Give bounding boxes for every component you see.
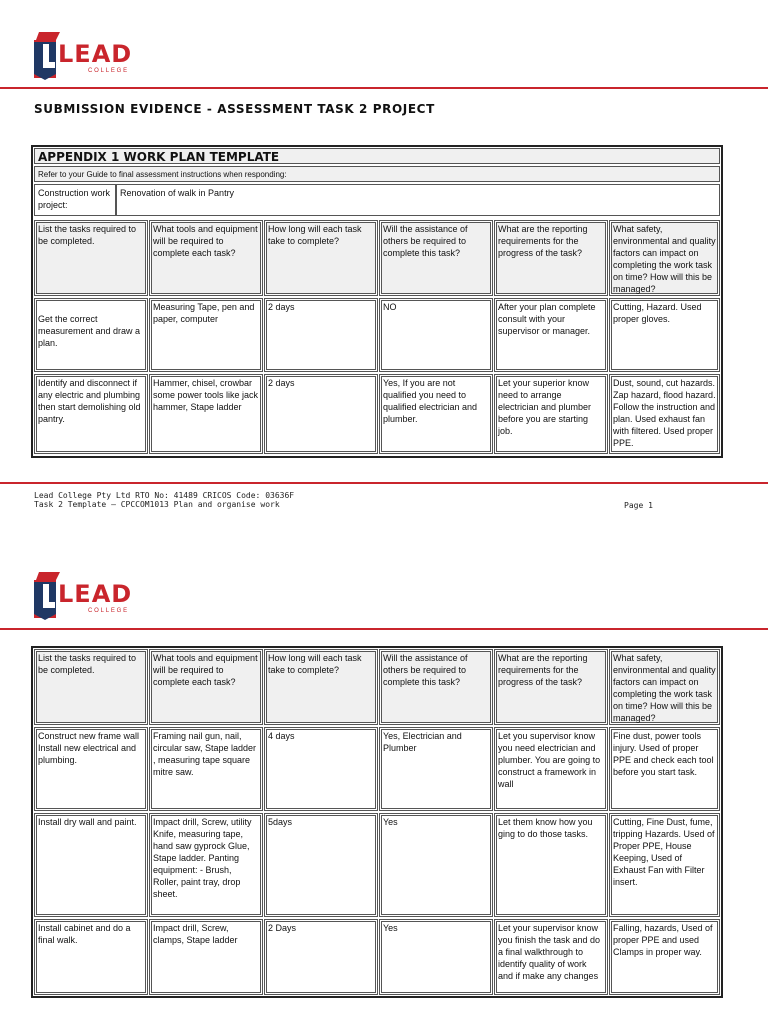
table-cell — [34, 298, 148, 372]
assistance-text: Yes — [383, 817, 398, 827]
col-header-tools — [149, 649, 263, 725]
table-cell — [494, 813, 608, 917]
tools-text: Impact drill, Screw, clamps, Stape ladder — [153, 923, 238, 945]
col-header-duration-text: How long will each task take to complete? — [268, 653, 362, 675]
appendix-heading-text: APPENDIX 1 WORK PLAN TEMPLATE — [38, 150, 280, 164]
safety-text: Cutting, Fine Dust, fume, tripping Hazards. Used of Proper PPE, House Keeping, Used of Exhaust Fan with Filter insert. — [613, 817, 715, 887]
col-header-tools-text: What tools and equipment will be required to complete each task? — [153, 224, 258, 258]
appendix-heading — [34, 148, 720, 164]
col-header-duration — [264, 649, 378, 725]
footer-rto-line: Lead College Pty Ltd RTO No: 41489 CRICOS Code: 03636F — [34, 491, 295, 500]
assistance-text: Yes — [383, 923, 398, 933]
header-divider-page2 — [0, 628, 768, 630]
document-title: SUBMISSION EVIDENCE - ASSESSMENT TASK 2 PROJECT — [34, 102, 435, 116]
table-cell — [264, 374, 378, 454]
tools-text: Impact drill, Screw, utility Knife, measuring tape, hand saw gyprock Glue, Stape ladder. Panting equipment: - Brush, Roller, paint tray, drop sheet. — [153, 817, 252, 899]
table-cell — [494, 298, 608, 372]
appendix-instruction — [34, 166, 720, 182]
table-cell — [34, 919, 148, 995]
project-label-cell — [34, 184, 116, 216]
table-cell — [264, 919, 378, 995]
logo-subtitle: COLLEGE — [88, 68, 129, 74]
table-cell — [494, 374, 608, 454]
col-header-assistance — [379, 220, 493, 296]
logo-wordmark: LEAD — [58, 40, 133, 68]
tools-text: Hammer, chisel, crowbar some power tools like jack hammer, Stape ladder — [153, 378, 259, 412]
task-text: Install cabinet and do a final walk. — [38, 923, 131, 945]
reporting-text: Let you supervisor know you need electrician and plumber. You are going to construct a framework in wall — [498, 731, 601, 789]
col-header-tasks-text: List the tasks required to be completed. — [38, 224, 137, 246]
assistance-text: Yes, Electrician and Plumber — [383, 731, 462, 753]
logo-subtitle: COLLEGE — [88, 608, 129, 614]
page-number: Page 1 — [624, 501, 653, 510]
table-cell — [149, 919, 263, 995]
task-text: Construct new frame wall Install new electrical and plumbing. — [38, 731, 140, 765]
table-cell — [609, 374, 720, 454]
safety-text: Dust, sound, cut hazards. Zap hazard, flood hazard. Follow the instruction and plan. Used exhaust fan with filtered. Used proper PPE. — [613, 378, 716, 448]
assistance-text: NO — [383, 302, 397, 312]
footer-divider — [0, 482, 768, 484]
col-header-safety-text: What safety, environmental and quality factors can impact on completing the work task on time? How will this be managed? — [613, 653, 716, 723]
col-header-duration-text: How long will each task take to complete? — [268, 224, 362, 246]
col-header-reporting-text: What are the reporting requirements for the progress of the task? — [498, 653, 588, 687]
col-header-tasks-text: List the tasks required to be completed. — [38, 653, 137, 675]
table-cell — [494, 727, 608, 811]
col-header-tools-text: What tools and equipment will be required to complete each task? — [153, 653, 258, 687]
lead-college-logo — [30, 30, 140, 90]
duration-text: 2 days — [268, 378, 295, 388]
table-cell — [149, 813, 263, 917]
table-cell — [379, 919, 493, 995]
col-header-assistance — [379, 649, 493, 725]
project-label: Construction work project: — [38, 188, 111, 210]
duration-text: 2 Days — [268, 923, 297, 933]
table-cell — [149, 374, 263, 454]
table-cell — [264, 813, 378, 917]
table-cell — [264, 298, 378, 372]
table-cell — [149, 298, 263, 372]
col-header-safety-text: What safety, environmental and quality factors can impact on completing the work task on time? How will this be managed? — [613, 224, 716, 294]
task-text: Get the correct measurement and draw a plan. — [38, 314, 141, 348]
assistance-text: Yes, If you are not qualified you need to qualified electrician and plumber. — [383, 378, 478, 424]
duration-text: 4 days — [268, 731, 295, 741]
footer-template-line: Task 2 Template – CPCCOM1013 Plan and organise work — [34, 500, 280, 509]
table-cell — [149, 727, 263, 811]
instruction-text: Refer to your Guide to final assessment instructions when responding: — [38, 170, 287, 179]
col-header-duration — [264, 220, 378, 296]
duration-text: 5days — [268, 817, 293, 827]
col-header-safety — [609, 649, 720, 725]
col-header-reporting-text: What are the reporting requirements for the progress of the task? — [498, 224, 588, 258]
tools-text: Measuring Tape, pen and paper, computer — [153, 302, 255, 324]
col-header-assistance-text: Will the assistance of others be required to complete this task? — [383, 653, 468, 687]
table-cell — [379, 374, 493, 454]
reporting-text: Let your superior know need to arrange electrician and plumber before you are starting job. — [498, 378, 592, 436]
duration-text: 2 days — [268, 302, 295, 312]
table-cell — [34, 727, 148, 811]
reporting-text: Let your supervisor know you finish the task and do a final walkthrough to identify quality of work and if make any changes — [498, 923, 601, 981]
table-cell — [34, 374, 148, 454]
table-cell — [379, 813, 493, 917]
header-divider — [0, 87, 768, 89]
table-cell — [494, 919, 608, 995]
safety-text: Cutting, Hazard. Used proper gloves. — [613, 302, 702, 324]
table-cell — [264, 727, 378, 811]
col-header-tasks — [34, 220, 148, 296]
task-text: Install dry wall and paint. — [38, 817, 137, 827]
reporting-text: After your plan complete consult with your supervisor or manager. — [498, 302, 596, 336]
table-cell — [609, 919, 720, 995]
table-cell — [609, 298, 720, 372]
col-header-tasks — [34, 649, 148, 725]
safety-text: Fine dust, power tools injury. Used of proper PPE and check each tool before you start task. — [613, 731, 714, 777]
logo-wordmark: LEAD — [58, 580, 133, 608]
col-header-reporting — [494, 220, 608, 296]
col-header-tools — [149, 220, 263, 296]
table-cell — [609, 813, 720, 917]
task-text: Identify and disconnect if any electric and plumbing then start demolishing old pantry. — [38, 378, 141, 424]
project-value-cell — [116, 184, 720, 216]
tools-text: Framing nail gun, nail, circular saw, Stape ladder , measuring tape square mitre saw. — [153, 731, 257, 777]
table-cell — [34, 813, 148, 917]
col-header-assistance-text: Will the assistance of others be required to complete this task? — [383, 224, 468, 258]
col-header-reporting — [494, 649, 608, 725]
lead-college-logo-page2 — [30, 570, 140, 630]
project-value: Renovation of walk in Pantry — [120, 188, 235, 198]
reporting-text: Let them know how you ging to do those tasks. — [498, 817, 593, 839]
table-cell — [379, 727, 493, 811]
table-cell — [379, 298, 493, 372]
col-header-safety — [609, 220, 720, 296]
table-cell — [609, 727, 720, 811]
safety-text: Falling, hazards, Used of proper PPE and used Clamps in proper way. — [613, 923, 713, 957]
